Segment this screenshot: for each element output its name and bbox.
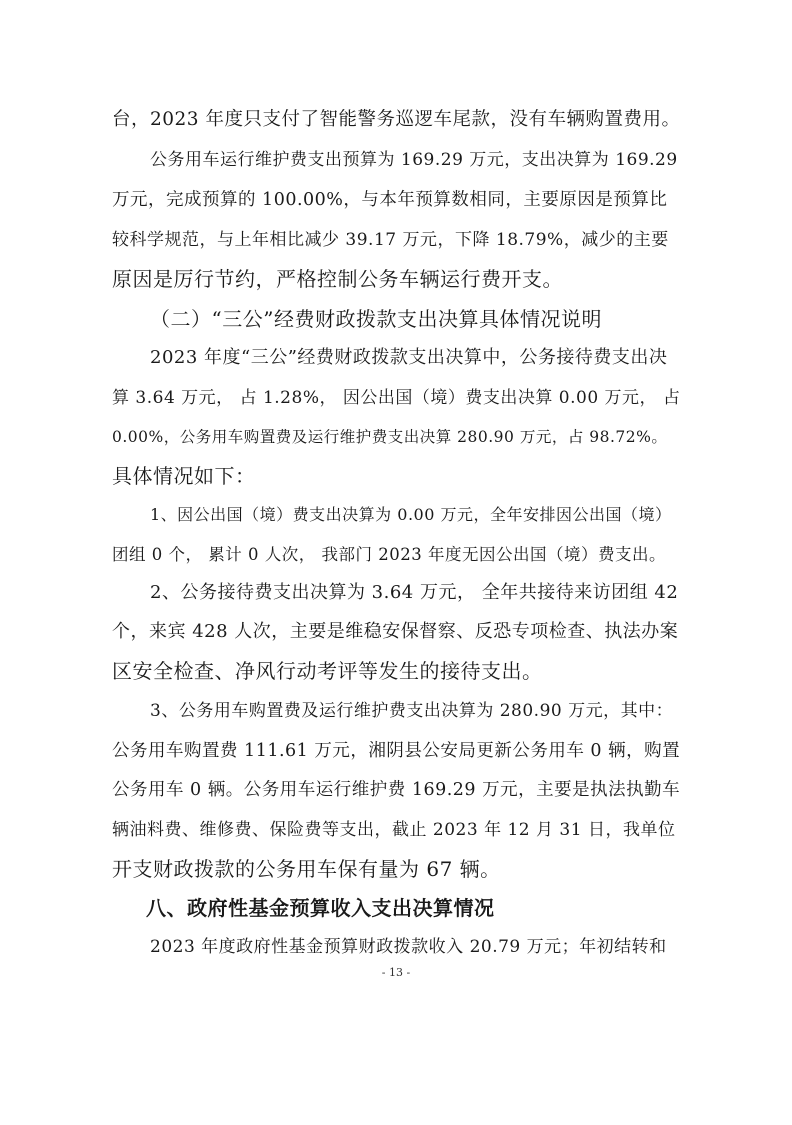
paragraph-line: 开支财政拨款的公务用车保有量为 67 辆。 [112, 857, 501, 881]
paragraph-line: 辆油料费、维修费、保险费等支出，截止 2023 年 12 月 31 日，我单位 [112, 820, 676, 840]
paragraph-line: 万元，完成预算的 100.00%，与本年预算数相同，主要原因是预算比 [112, 190, 668, 210]
paragraph-line: 公务用车运行维护费支出预算为 169.29 万元，支出决算为 169.29 [150, 150, 678, 170]
paragraph-line: 较科学规范，与上年相比减少 39.17 万元，下降 18.79%，减少的主要 [112, 230, 669, 250]
paragraph-line: 原因是厉行节约，严格控制公务车辆运行费开支。 [112, 267, 563, 291]
paragraph-line: 0.00%，公务用车购置费及运行维护费支出决算 280.90 万元，占 98.72%。 [112, 428, 668, 446]
paragraph-line: 具体情况如下： [112, 464, 256, 488]
section-subheading: （二）“三公”经费财政拨款支出决算具体情况说明 [150, 307, 602, 331]
paragraph-line: 公务用车 0 辆。公务用车运行维护费 169.29 万元，主要是执法执勤车 [112, 780, 681, 800]
paragraph-line: 2023 年度“三公”经费财政拨款支出决算中，公务接待费支出决 [150, 347, 668, 368]
paragraph-line: 公务用车购置费 111.61 万元，湘阴县公安局更新公务用车 0 辆，购置 [112, 741, 681, 761]
paragraph-line: 团组 0 个， 累计 0 人次， 我部门 2023 年度无因公出国（境）费支出。 [112, 545, 666, 564]
paragraph-line: 个，来宾 428 人次，主要是维稳安保督察、反恐专项检查、执法办案 [112, 621, 679, 642]
paragraph-line: 1、因公出国（境）费支出决算为 0.00 万元，全年安排因公出国（境） [150, 505, 672, 524]
paragraph-line: 3、公务用车购置费及运行维护费支出决算为 280.90 万元，其中： [150, 701, 674, 721]
paragraph-line: 2、公务接待费支出决算为 3.64 万元， 全年共接待来访团组 42 [150, 582, 679, 603]
paragraph-line: 2023 年度政府性基金预算财政拨款收入 20.79 万元；年初结转和 [150, 937, 667, 957]
paragraph-line: 台，2023 年度只支付了智能警务巡逻车尾款，没有车辆购置费用。 [112, 109, 681, 130]
paragraph-line: 算 3.64 万元， 占 1.28%， 因公出国（境）费支出决算 0.00 万元， 占 [112, 388, 681, 408]
page-number: - 13 - [381, 966, 411, 979]
paragraph-line: 区安全检查、净风行动考评等发生的接待支出。 [112, 659, 543, 683]
section-heading: 八、政府性基金预算收入支出决算情况 [146, 896, 495, 920]
